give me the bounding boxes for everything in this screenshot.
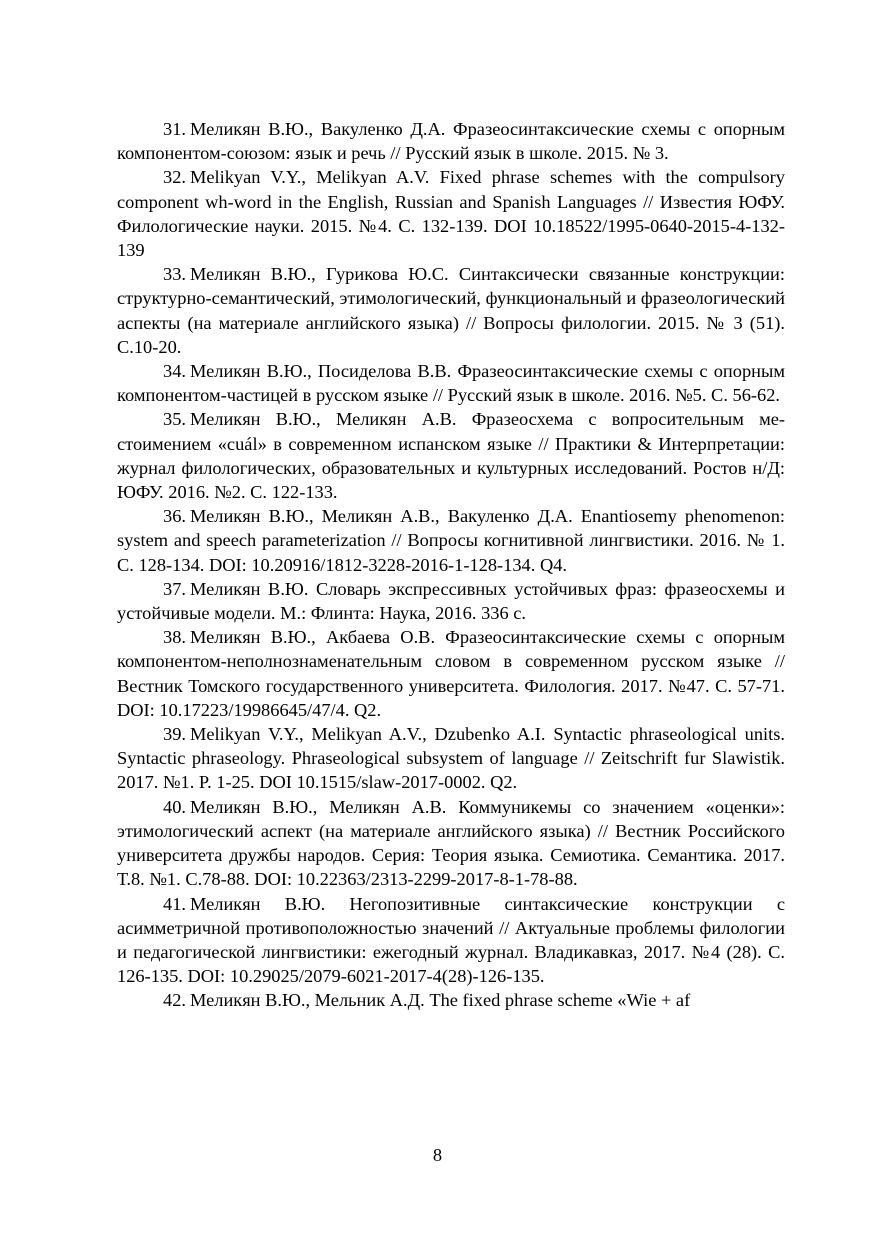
reference-list — [117, 117, 785, 1013]
reference-item — [117, 165, 785, 262]
reference-text: Меликян В.Ю., Гурикова Ю.С. Синтаксически связанные конструкции: структурно-семантический, этимологический, функциональный и фразеологический аспекты (на материале английского языка) // Вопросы филологии. 2015. № 3 (51). С.10-20. — [117, 264, 785, 357]
reference-item — [117, 625, 785, 722]
reference-number: 41. — [163, 893, 186, 914]
reference-number: 34. — [163, 361, 186, 382]
reference-text: Меликян В.Ю., Посиделова В.В. Фразеосинтаксические схемы с опорным компонентом-частицей в русском языке // Русский язык в школе. 2016. №5. С. 56-62. — [117, 361, 785, 406]
reference-item — [117, 359, 785, 407]
reference-item — [117, 504, 785, 577]
reference-text: Меликян В.Ю., Мельник А.Д. The fixed phrase scheme «Wie + af — [190, 990, 691, 1011]
reference-item — [117, 117, 785, 165]
reference-number: 33. — [163, 264, 186, 285]
reference-item — [117, 262, 785, 359]
reference-number: 38. — [163, 627, 186, 648]
reference-text: Melikyan V.Y., Melikyan A.V. Fixed phrase schemes with the compulsory component wh-word in the English, Russian and Spanish Languages // Известия ЮФУ. Филологические науки. 2015. №4. С. 132-139. DOI 10.18522/1995-0640-2015-4-132-139 — [117, 167, 785, 261]
reference-number: 31. — [163, 119, 186, 139]
reference-text: Меликян В.Ю. Словарь экспрессивных устойчивых фраз: фразеосхемы и устойчивые модели. М.: Флинта: Наука, 2016. 336 с. — [117, 578, 785, 624]
reference-text: Меликян В.Ю. Негопозитивные синтаксические конструкции с асимметричной противоположностью значений // Актуальные проблемы филологии и педагогической лингвистики: ежегодный журнал. Владикавказ, 2017. №4 (28). С. 126-135. DOI: 10.29025/2079-6021-2017-4(28)-126-135. — [117, 893, 785, 987]
reference-number: 32. — [163, 167, 186, 188]
reference-text: Меликян В.Ю., Меликян А.В. Фразеосхема с вопросительным местоимением «cuál» в современном испанском языке // Практики & Интерпретации: журнал филологических, образовательных и культурных исследований. Ростов н/Д: ЮФУ. 2016. №2. С. 122-133. — [117, 409, 785, 503]
reference-text: Меликян В.Ю., Акбаева О.В. Фразеосинтаксические схемы с опорным компонентом-неполнознаменательным словом в современном русском языке // Вестник Томского государственного университета. Филология. 2017. №47. С. 57-71. DOI: 10.17223/19986645/47/4. Q2. — [117, 627, 785, 720]
reference-text: Melikyan V.Y., Melikyan A.V., Dzubenko A.I. Syntactic phraseological units. Syntactic phraseology. Phraseological subsystem of language // Zeitschrift fur Slawistik. 2017. №1. P. 1-25. DOI 10.1515/slaw-2017-0002. Q2. — [117, 724, 785, 793]
reference-item — [117, 577, 785, 625]
reference-text: Меликян В.Ю., Вакуленко Д.А. Фразеосинтаксические схемы с опорным компонентом-союзом: язык и речь // Русский язык в школе. 2015. № 3. — [117, 119, 785, 164]
reference-text: Меликян В.Ю., Меликян А.В., Вакуленко Д.А. Enantiosemy phenomenon: system and speech parameterization // Вопросы когнитивной лингвистики. 2016. № 1. С. 128-134. DOI: 10.20916/1812-3228-2016-1-128-134. Q4. — [117, 506, 785, 575]
reference-number: 36. — [163, 506, 186, 527]
reference-item — [117, 795, 785, 892]
reference-item — [117, 892, 785, 989]
reference-item — [117, 407, 785, 504]
reference-number: 35. — [163, 409, 186, 430]
reference-text: Меликян В.Ю., Меликян А.В. Коммуникемы со значением «оценки»: этимологический аспект (на материале английского языка) // Вестник Российского университета дружбы народов. Серия: Теория языка. Семиотика. Семантика. 2017. Т.8. №1. С.78-88. DOI: 10.22363/2313-2299-2017-8-1-78-88. — [117, 796, 785, 890]
reference-number: 40. — [163, 796, 186, 817]
reference-item — [117, 722, 785, 795]
reference-number: 39. — [163, 724, 186, 745]
reference-item — [117, 988, 785, 1012]
reference-number: 42. — [163, 990, 186, 1011]
page-number: 8 — [432, 1145, 443, 1165]
reference-number: 37. — [163, 578, 186, 599]
